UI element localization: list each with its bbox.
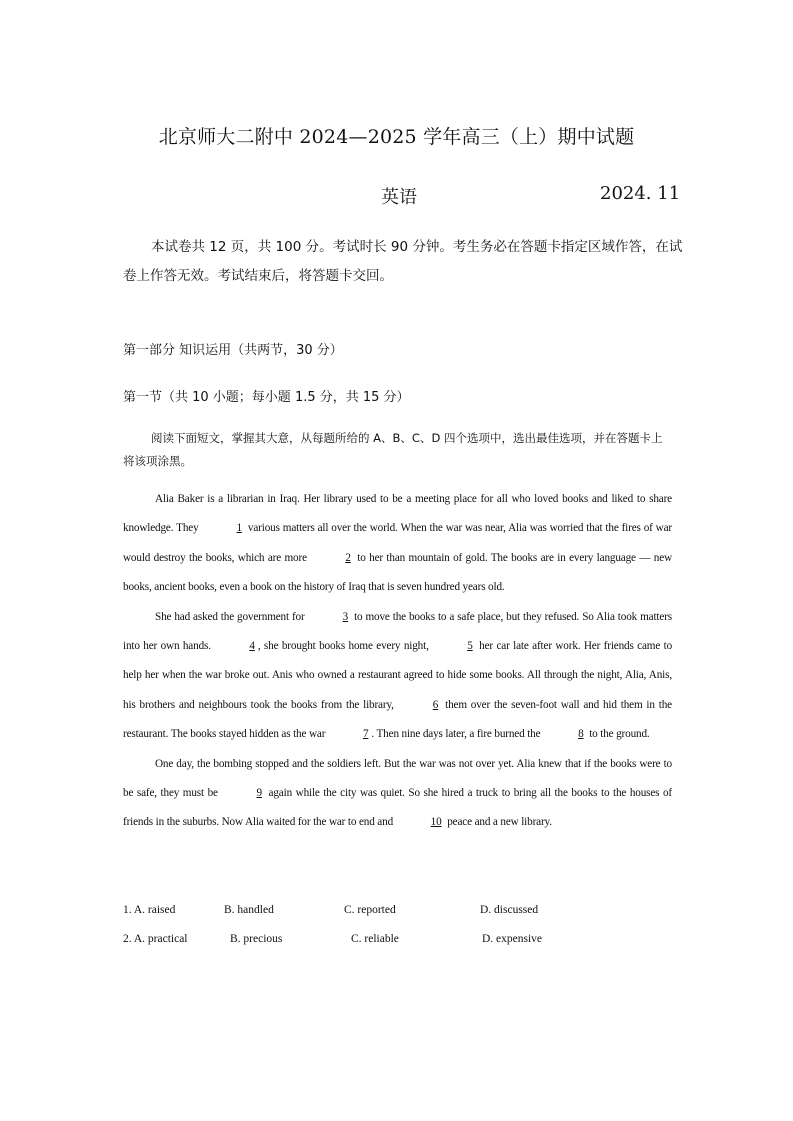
exam-instructions: 本试卷共 12 页，共 100 分。考试时长 90 分钟。考生务必在答题卡指定区域作答，在试卷上作答无效。考试结束后，将答题卡交回。	[123, 239, 683, 284]
passage-text: , she brought books home every night,	[257, 640, 429, 653]
passage-text: her car late after work. Her friends came to help her when the war broke out. Anis who owned a restaurant agreed to hide some books. All through the night, Alia, Anis, his brothers and neighbours took the books from the library,	[123, 640, 673, 711]
passage-text: peace and a new library.	[447, 816, 552, 829]
section-one-heading: 第一节（共 10 小题；每小题 1.5 分，共 15 分）	[123, 390, 410, 405]
exam-subject: 英语	[381, 187, 417, 208]
passage-text: . Then nine days later, a fire burned the	[371, 728, 541, 741]
exam-title: 北京师大二附中 2024—2025 学年高三（上）期中试题	[158, 126, 635, 148]
option-d: D. expensive	[482, 933, 543, 945]
passage-text: to her than mountain of gold. The books are in every language — new books, ancient books, even a book on the history of Iraq that is seven hundred years old.	[123, 551, 672, 594]
passage-text: She had asked the government for	[155, 610, 305, 623]
passage-text: them over the seven-foot wall and hid them in the restaurant. The books stayed hidden as the war	[123, 698, 672, 741]
passage-paragraph-1	[123, 485, 672, 603]
cloze-passage	[123, 485, 672, 838]
blank-10: 10	[430, 816, 442, 829]
section-directions: 阅读下面短文，掌握其大意，从每题所给的 A、B、C、D 四个选项中，选出最佳选项，并在答题卡上将该项涂黑。	[123, 431, 663, 468]
exam-date: 2024. 11	[600, 183, 681, 204]
passage-text: One day, the bombing stopped and the soldiers left. But the war was not over yet. Alia knew that if the books were to be safe, they must be	[123, 757, 672, 800]
passage-paragraph-2	[123, 603, 672, 750]
blank-2: 2	[345, 551, 351, 564]
blank-7: 7	[362, 728, 369, 741]
option-a: 1. A. raised	[123, 904, 176, 916]
option-d: D. discussed	[480, 904, 539, 916]
blank-5: 5	[467, 640, 473, 653]
passage-text: to the ground.	[589, 728, 650, 741]
part-one-heading: 第一部分 知识运用（共两节，30 分）	[123, 343, 343, 358]
passage-paragraph-3	[123, 750, 672, 838]
passage-text: various matters all over the world. When the war was near, Alia was worried that the fires of war would destroy the books, which are more	[123, 522, 672, 564]
passage-text: to move the books to a safe place, but they refused. So Alia took matters into her own hands.	[123, 610, 672, 653]
option-c: C. reported	[344, 904, 396, 916]
blank-1: 1	[236, 522, 242, 535]
blank-6: 6	[432, 698, 439, 711]
passage-text: Alia Baker is a librarian in Iraq. Her library used to be a meeting place for all who loved books and liked to share knowledge. They	[123, 493, 672, 535]
passage-text: again while the city was quiet. So she hired a truck to bring all the books to the houses of friends in the suburbs. Now Alia waited for the war to end and	[123, 787, 673, 829]
option-b: B. precious	[230, 933, 283, 945]
blank-4: 4	[249, 640, 255, 653]
option-c: C. reliable	[351, 933, 399, 945]
blank-9: 9	[256, 787, 262, 800]
option-b: B. handled	[224, 904, 274, 916]
blank-8: 8	[578, 728, 584, 741]
option-a: 2. A. practical	[123, 933, 188, 945]
blank-3: 3	[342, 610, 349, 623]
